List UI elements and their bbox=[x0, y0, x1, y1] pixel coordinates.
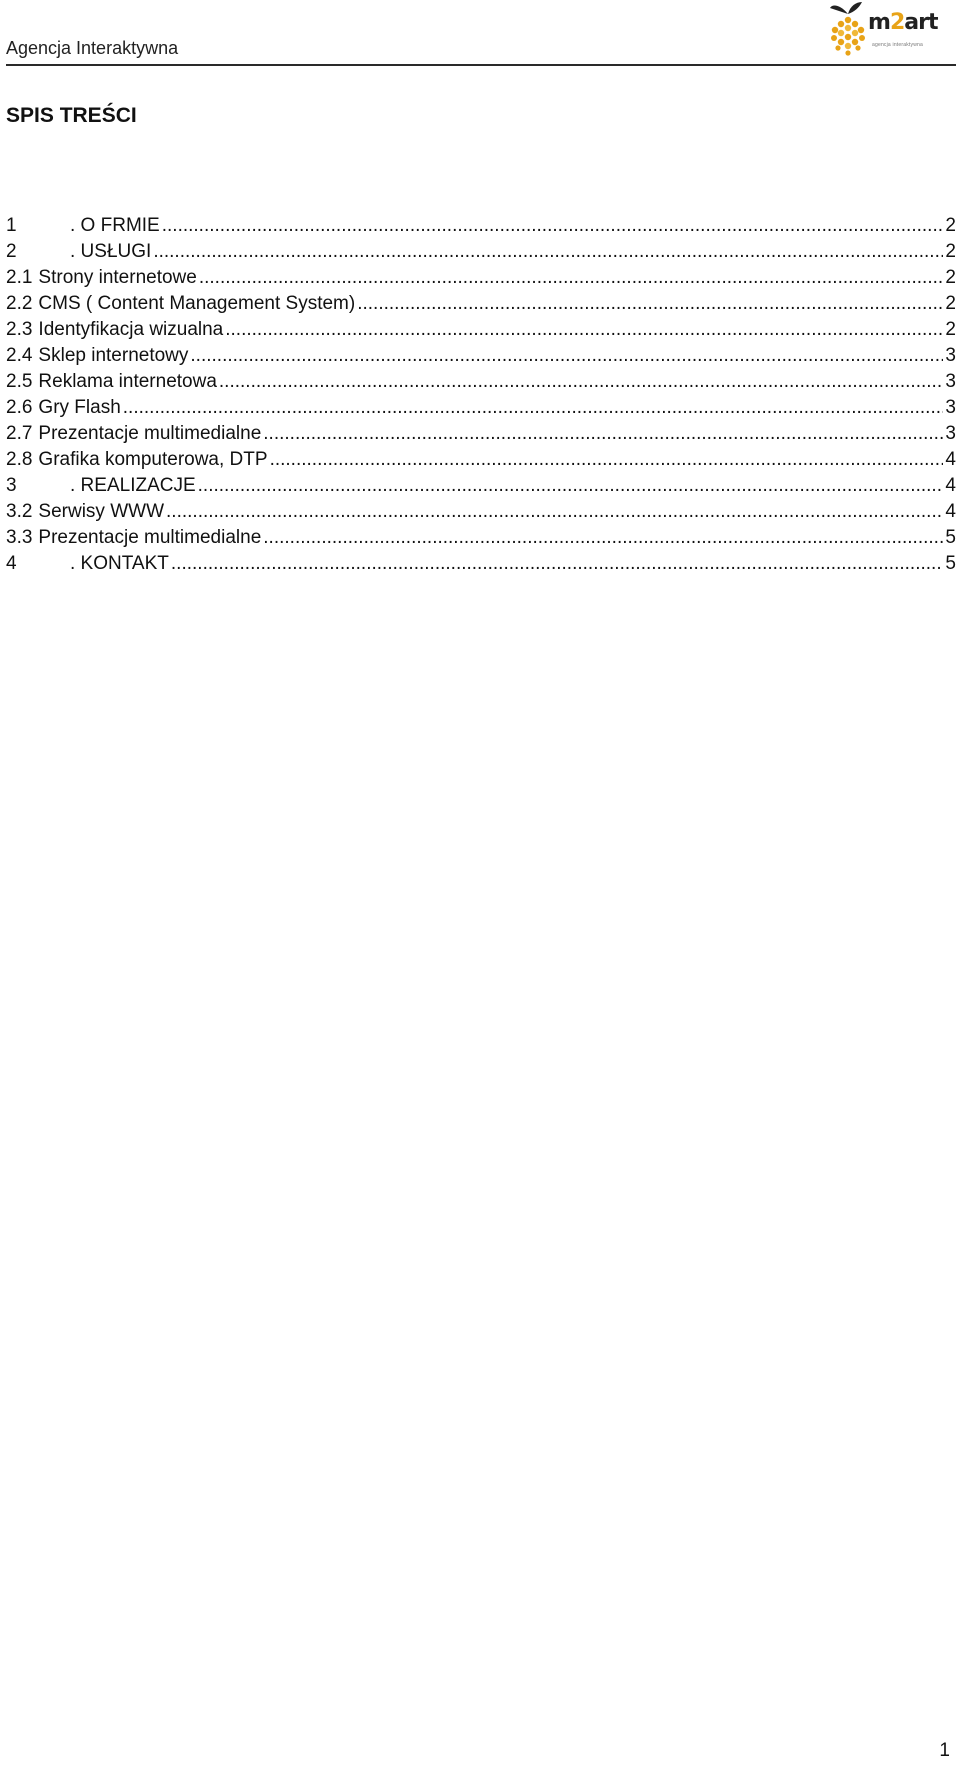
toc-entry-number: 2.6 bbox=[6, 397, 33, 418]
toc-entry[interactable] bbox=[6, 369, 956, 395]
header-title: Agencja Interaktywna bbox=[6, 38, 179, 58]
toc-dot-leader bbox=[171, 551, 944, 577]
toc-dot-leader bbox=[199, 265, 944, 291]
toc-entry-number: 1 bbox=[6, 215, 17, 236]
toc-entry-title: Sklep internetowy bbox=[38, 345, 189, 366]
toc-entry-page: 2 bbox=[945, 293, 956, 314]
toc-entry-title: Prezentacje multimedialne bbox=[38, 527, 262, 548]
toc-entry-title: Gry Flash bbox=[38, 397, 121, 418]
toc-dot-leader bbox=[190, 343, 943, 369]
toc-dot-leader bbox=[263, 525, 943, 551]
toc-entry-page: 2 bbox=[945, 267, 956, 288]
toc-entry[interactable] bbox=[6, 317, 956, 343]
toc-entry[interactable] bbox=[6, 291, 956, 317]
toc-dot-leader bbox=[198, 473, 944, 499]
toc-entry[interactable] bbox=[6, 525, 956, 551]
toc-entry[interactable] bbox=[6, 447, 956, 473]
toc-entry-page: 4 bbox=[945, 501, 956, 522]
toc-entry-title: Serwisy WWW bbox=[38, 501, 165, 522]
toc-entry-number: 4 bbox=[6, 553, 17, 574]
toc-entry[interactable] bbox=[6, 213, 956, 239]
toc-entry-page: 5 bbox=[945, 527, 956, 548]
toc-dot-leader bbox=[219, 369, 944, 395]
toc-entry-title: Identyfikacja wizualna bbox=[38, 319, 224, 340]
toc-entry-title: . O FRMIE bbox=[70, 215, 160, 236]
toc-entry[interactable] bbox=[6, 473, 956, 499]
toc-entry-number: 2 bbox=[6, 241, 17, 262]
toc-entry-number: 3.3 bbox=[6, 527, 33, 548]
toc-entry-page: 2 bbox=[945, 215, 956, 236]
table-of-contents bbox=[6, 213, 956, 577]
toc-entry-page: 2 bbox=[945, 241, 956, 262]
page-number: 1 bbox=[939, 1740, 950, 1761]
toc-entry-page: 3 bbox=[945, 345, 956, 366]
toc-entry-title: . KONTAKT bbox=[70, 553, 169, 574]
toc-dot-leader bbox=[263, 421, 943, 447]
toc-entry-title: CMS ( Content Management System) bbox=[38, 293, 356, 314]
toc-entry[interactable] bbox=[6, 343, 956, 369]
toc-entry-title: Prezentacje multimedialne bbox=[38, 423, 262, 444]
toc-entry-number: 2.5 bbox=[6, 371, 33, 392]
toc-dot-leader bbox=[166, 499, 943, 525]
company-logo bbox=[826, 0, 936, 58]
toc-entry[interactable] bbox=[6, 551, 956, 577]
toc-dot-leader bbox=[357, 291, 943, 317]
orange-fruit-cluster-logo-icon bbox=[826, 0, 870, 58]
toc-entry-page: 2 bbox=[945, 319, 956, 340]
toc-dot-leader bbox=[153, 239, 943, 265]
toc-entry-title: . REALIZACJE bbox=[70, 475, 196, 496]
toc-entry-number: 2.3 bbox=[6, 319, 33, 340]
logo-wordmark: m2art bbox=[868, 10, 938, 35]
logo-tagline: agencja interaktywna bbox=[872, 42, 923, 48]
toc-heading: SPIS TREŚCI bbox=[6, 104, 137, 127]
toc-entry-page: 3 bbox=[945, 371, 956, 392]
toc-dot-leader bbox=[225, 317, 943, 343]
toc-entry-page: 5 bbox=[945, 553, 956, 574]
toc-entry-number: 2.1 bbox=[6, 267, 33, 288]
toc-entry-title: Reklama internetowa bbox=[38, 371, 217, 392]
toc-entry[interactable] bbox=[6, 239, 956, 265]
toc-dot-leader bbox=[123, 395, 944, 421]
toc-entry[interactable] bbox=[6, 395, 956, 421]
toc-entry-number: 3.2 bbox=[6, 501, 33, 522]
toc-dot-leader bbox=[270, 447, 944, 473]
toc-dot-leader bbox=[162, 213, 944, 239]
toc-entry-title: Strony internetowe bbox=[38, 267, 197, 288]
toc-entry[interactable] bbox=[6, 421, 956, 447]
toc-entry-title: . USŁUGI bbox=[70, 241, 152, 262]
toc-entry-number: 3 bbox=[6, 475, 17, 496]
toc-entry[interactable] bbox=[6, 265, 956, 291]
toc-entry-title: Grafika komputerowa, DTP bbox=[38, 449, 268, 470]
toc-entry-page: 3 bbox=[945, 397, 956, 418]
page-header bbox=[6, 0, 956, 66]
toc-entry-number: 2.8 bbox=[6, 449, 33, 470]
toc-entry-number: 2.2 bbox=[6, 293, 33, 314]
toc-entry-page: 3 bbox=[945, 423, 956, 444]
toc-entry-number: 2.7 bbox=[6, 423, 33, 444]
toc-entry[interactable] bbox=[6, 499, 956, 525]
toc-entry-page: 4 bbox=[945, 449, 956, 470]
toc-entry-page: 4 bbox=[945, 475, 956, 496]
toc-entry-number: 2.4 bbox=[6, 345, 33, 366]
